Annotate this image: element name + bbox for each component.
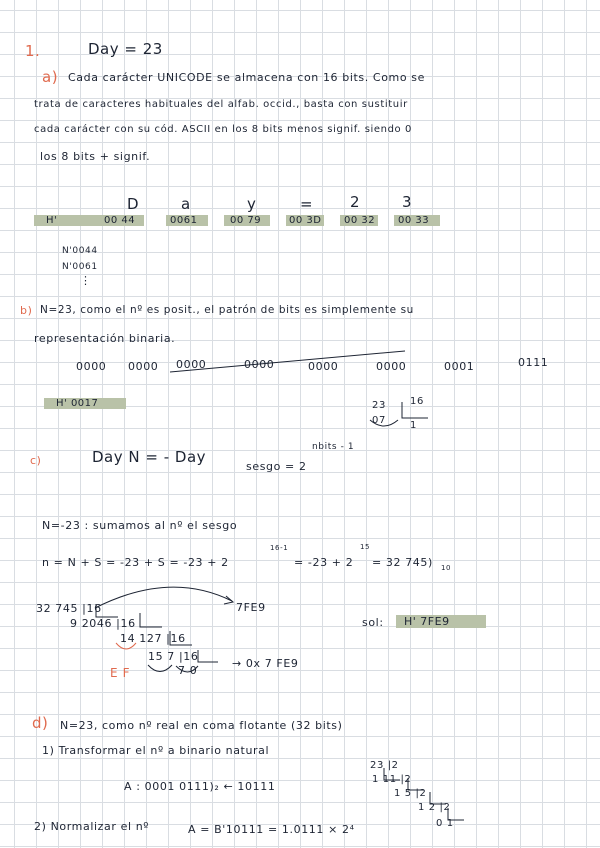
section-d-letter: d) (32, 714, 49, 732)
bin-div-5: 0 1 (436, 818, 454, 829)
nibble-3: 0000 (176, 358, 207, 371)
hex-prefix: H' (46, 215, 58, 226)
code-eq: 00 3D (289, 215, 322, 226)
char-d: D (127, 195, 140, 213)
sesgo-exponent: nbits - 1 (312, 442, 355, 452)
section-b-line-1: N=23, como el nº es posit., el patrón de bits es simplemente su (40, 304, 414, 316)
div-divisor: 16 (410, 396, 424, 407)
section-a-letter: a) (42, 68, 59, 86)
code-2: 00 32 (344, 215, 376, 226)
section-c-line-1: N=-23 : sumamos al nº el sesgo (42, 519, 238, 532)
bin-div-2: 1 11 |2 (372, 774, 412, 785)
sol-label: sol: (362, 616, 384, 629)
section-c-line-2c: = 32 745) (372, 556, 433, 569)
note-ellipsis: ⋮ (80, 274, 92, 287)
bin-div-1: 23 |2 (370, 760, 399, 771)
section-d-step-2: 2) Normalizar el nº (34, 820, 150, 833)
char-eq: = (300, 195, 314, 213)
section-d-step-1: 1) Transformar el nº a binario natural (42, 744, 270, 757)
section-b-line-2: representación binaria. (34, 332, 176, 345)
exponent-2: 15 (360, 543, 371, 551)
section-a-line-1: Cada carácter UNICODE se almacena con 16 bits. Como se (68, 71, 425, 84)
section-d-line-1: N=23, como nº real en coma flotante (32 bits) (60, 719, 343, 732)
nibble-1: 0000 (76, 360, 107, 373)
bin-div-4: 1 2 |2 (418, 802, 451, 813)
section-c-letter: c) (30, 454, 42, 467)
char-2: 2 (350, 193, 361, 211)
section-b-letter: b) (20, 304, 33, 317)
digit-labels: E F (110, 666, 131, 680)
section-a-line-4: los 8 bits + signif. (40, 150, 151, 163)
div-row-4: 15 7 |16 (148, 650, 199, 663)
sesgo-label: sesgo = 2 (246, 460, 307, 473)
nibble-8: 0111 (518, 356, 549, 369)
div-quotient: 1 (410, 420, 417, 431)
note-1: N'0044 (62, 246, 98, 256)
nibble-5: 0000 (308, 360, 339, 373)
div-remainder: 07 (372, 415, 386, 426)
div-row-5: 7 0 (178, 664, 198, 677)
code-a: 0061 (170, 215, 198, 226)
nibble-2: 0000 (128, 360, 159, 373)
nibble-6: 0000 (376, 360, 407, 373)
div-row-2: 9 2046 |16 (70, 617, 136, 630)
char-y: y (247, 195, 257, 213)
page-title: Day = 23 (88, 40, 163, 58)
section-a-line-3: cada carácter con su cód. ASCII en los 8 bits menos signif. siendo 0 (34, 124, 412, 135)
result-b: H' 0017 (56, 398, 99, 409)
formula-c: Day N = - Day (92, 448, 207, 466)
section-d-a-eq: A : 0001 0111)₂ ← 10111 (124, 780, 276, 793)
div-row-3: 14 127 |16 (120, 632, 186, 645)
code-y: 00 79 (230, 215, 262, 226)
sol-value: H' 7FE9 (404, 615, 450, 628)
nibble-7: 0001 (444, 360, 475, 373)
exponent-1: 16-1 (270, 544, 289, 552)
code-d: 00 44 (104, 215, 136, 226)
nibble-4: 0000 (244, 358, 275, 371)
code-3: 00 33 (398, 215, 430, 226)
char-a: a (181, 195, 191, 213)
exercise-number: 1. (25, 42, 41, 60)
subscript-10: 10 (441, 564, 452, 572)
hex-result: → 0x 7 FE9 (232, 657, 299, 670)
section-c-line-2: n = N + S = -23 + S = -23 + 2 (42, 556, 229, 569)
hex-top: 7FE9 (236, 601, 266, 614)
section-a-line-2: trata de caracteres habituales del alfab. occid., basta con sustituir (34, 99, 408, 110)
char-3: 3 (402, 193, 413, 211)
bin-div-3: 1 5 |2 (394, 788, 427, 799)
div-row-1: 32 745 |16 (36, 602, 102, 615)
note-2: N'0061 (62, 262, 98, 272)
section-d-a-norm: A = B'10111 = 1.0111 × 2⁴ (188, 823, 355, 836)
div-dividend: 23 (372, 400, 386, 411)
section-c-line-2b: = -23 + 2 (294, 556, 354, 569)
